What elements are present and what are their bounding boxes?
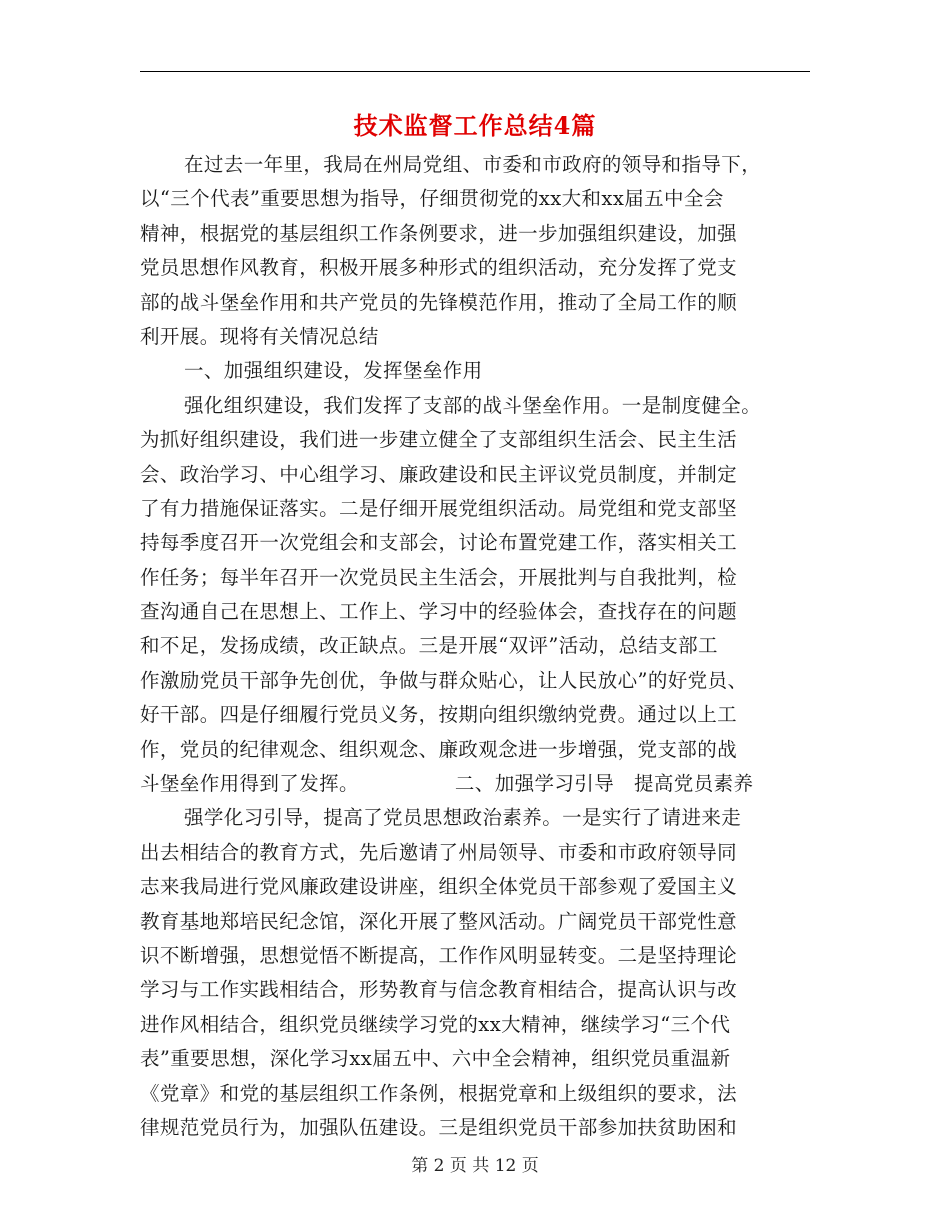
page-number: 第 2 页 共 12 页 xyxy=(411,1156,539,1176)
paragraph-line: 会、政治学习、中心组学习、廉政建设和民主评议党员制度，并制定 xyxy=(140,462,738,486)
paragraph-line: 强化组织建设，我们发挥了支部的战斗堡垒作用。一是制度健全。 xyxy=(184,393,762,417)
paragraph-line: 表”重要思想，深化学习xx届五中、六中全会精神，组织党员重温新 xyxy=(140,1047,731,1071)
section-heading: 二、加强学习引导 提高党员素养 xyxy=(454,772,754,796)
paragraph-line: 志来我局进行党风廉政建设讲座，组织全体党员干部参观了爱国主义 xyxy=(140,875,738,899)
paragraph-line-with-heading xyxy=(140,767,812,801)
paragraph-line: 作激励党员干部争先创优，争做与群众贴心，让人民放心”的好党员、 xyxy=(140,668,748,692)
header-rule xyxy=(140,71,810,72)
paragraph-line: 精神，根据党的基层组织工作条例要求，进一步加强组织建设，加强 xyxy=(140,221,738,245)
paragraph-line: 学习与工作实践相结合，形势教育与信念教育相结合，提高认识与改 xyxy=(140,978,738,1002)
paragraph-line: 党员思想作风教育，积极开展多种形式的组织活动，充分发挥了党支 xyxy=(140,256,738,280)
paragraph-line: 了有力措施保证落实。二是仔细开展党组织活动。局党组和党支部坚 xyxy=(140,496,738,520)
paragraph-line: 为抓好组织建设，我们进一步建立健全了支部组织生活会、民主生活 xyxy=(140,428,738,452)
paragraph-line: 进作风相结合，组织党员继续学习党的xx大精神，继续学习“三个代 xyxy=(140,1012,731,1036)
paragraph-line: 利开展。现将有关情况总结 xyxy=(140,324,379,348)
section-heading: 一、加强组织建设，发挥堡垒作用 xyxy=(184,359,483,383)
paragraph-line: 好干部。四是仔细履行党员义务，按期向组织缴纳党费。通过以上工 xyxy=(140,703,738,727)
document-body xyxy=(140,148,812,1145)
paragraph-line: 出去相结合的教育方式，先后邀请了州局领导、市委和市政府领导同 xyxy=(140,840,738,864)
paragraph-line: 部的战斗堡垒作用和共产党员的先锋模范作用，推动了全局工作的顺 xyxy=(140,290,738,314)
paragraph-line: 律规范党员行为，加强队伍建设。三是组织党员干部参加扶贫助困和 xyxy=(140,1115,738,1139)
paragraph-line: 在过去一年里，我局在州局党组、市委和市政府的领导和指导下， xyxy=(184,153,762,176)
paragraph-line: 查沟通自己在思想上、工作上、学习中的经验体会，查找存在的问题 xyxy=(140,600,738,624)
document-title: 技术监督工作总结4篇 xyxy=(353,111,597,140)
paragraph-line: 强学化习引导，提高了党员思想政治素养。一是实行了请进来走 xyxy=(184,806,742,830)
paragraph-line: 作，党员的纪律观念、组织观念、廉政观念进一步增强，党支部的战 xyxy=(140,737,738,761)
paragraph-line: 作任务；每半年召开一次党员民主生活会，开展批判与自我批判，检 xyxy=(140,565,738,589)
paragraph-line: 教育基地郑培民纪念馆，深化开展了整风活动。广阔党员干部党性意 xyxy=(140,909,738,933)
paragraph-line-end: 斗堡垒作用得到了发挥。 xyxy=(140,772,359,796)
paragraph-line: 和不足，发扬成绩，改正缺点。三是开展“双评”活动，总结支部工 xyxy=(140,634,718,658)
paragraph-line: 《党章》和党的基层组织工作条例，根据党章和上级组织的要求，法 xyxy=(140,1081,738,1105)
paragraph-line: 以“三个代表”重要思想为指导，仔细贯彻党的xx大和xx届五中全会 xyxy=(140,187,724,211)
paragraph-line: 持每季度召开一次党组会和支部会，讨论布置党建工作，落实相关工 xyxy=(140,531,738,555)
paragraph-line: 识不断增强，思想觉悟不断提高，工作作风明显转变。二是坚持理论 xyxy=(140,943,738,967)
